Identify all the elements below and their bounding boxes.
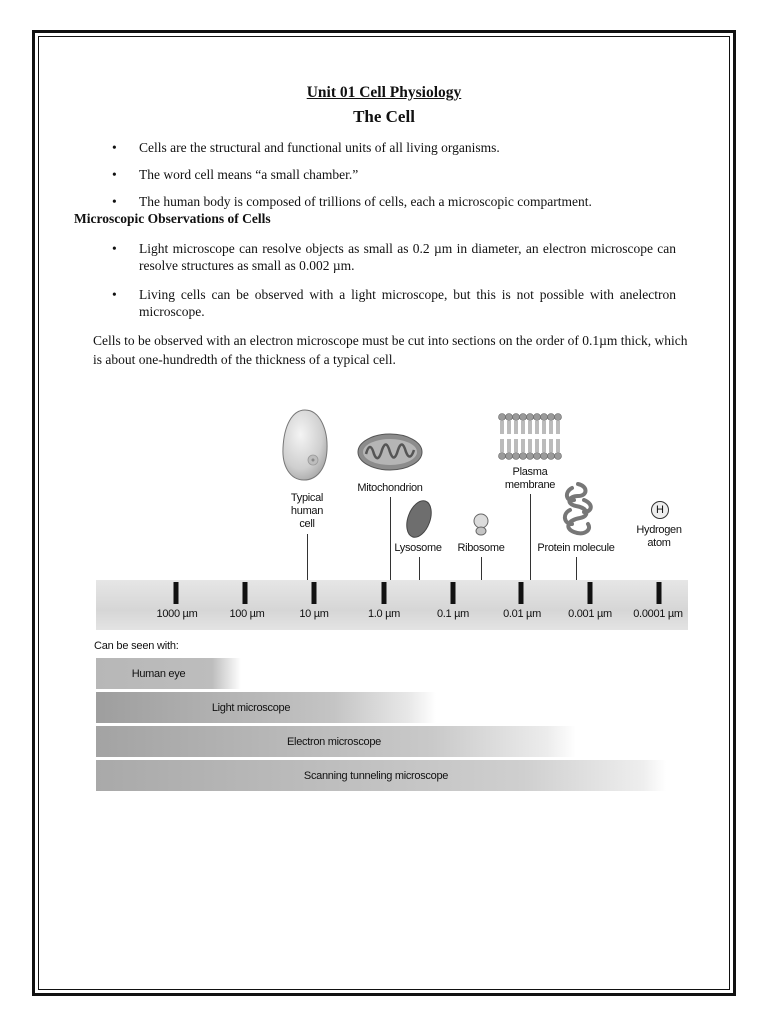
unit-title: Unit 01 Cell Physiology — [306, 84, 462, 101]
bullet-text: Cells are the structural and functional units of all living organisms. — [139, 140, 500, 155]
scale-tick-label: 1000 µm — [156, 608, 198, 620]
instrument-range-bar — [96, 658, 241, 689]
protein-molecule-icon — [558, 480, 598, 540]
leader-line — [419, 557, 420, 582]
scale-tick — [451, 582, 456, 604]
list-item — [112, 193, 676, 210]
bullet-text: Living cells can be observed with a light microscope, but this is not possible with anelectron microscope. — [139, 287, 676, 319]
bullet-icon: • — [112, 140, 117, 155]
scale-tick — [657, 582, 662, 604]
instrument-range-bar — [96, 692, 436, 723]
scale-tick-label: 0.0001 µm — [633, 608, 683, 620]
structure-label: Protein molecule — [537, 542, 615, 554]
list-item — [112, 240, 676, 274]
structure-label: Mitochondrion — [357, 482, 423, 494]
bullet-icon: • — [112, 167, 117, 182]
instrument-label: Electron microscope — [287, 735, 381, 748]
human-cell-icon — [280, 408, 330, 482]
instrument-range-bar — [96, 760, 666, 791]
leader-line — [576, 557, 577, 582]
scale-tick — [312, 582, 317, 604]
plasma-membrane-icon — [498, 412, 564, 462]
mitochondrion-icon — [356, 430, 424, 474]
leader-line — [481, 557, 482, 582]
section-bullet-list — [112, 240, 676, 332]
structure-label: Typical human cell — [290, 492, 324, 530]
structure-label: Plasma membrane — [504, 466, 556, 491]
structure-label: Ribosome — [457, 542, 505, 554]
instrument-range-bar — [96, 726, 576, 757]
scale-tick — [519, 582, 524, 604]
bullet-text: The human body is composed of trillions of cells, each a microscopic compartment. — [139, 194, 592, 209]
instrument-label: Light microscope — [211, 701, 291, 714]
structure-label: Lysosome — [394, 542, 442, 554]
list-item — [112, 286, 676, 320]
scale-tick — [382, 582, 387, 604]
section-heading: Microscopic Observations of Cells — [74, 211, 271, 226]
scale-tick-label: 10 µm — [299, 608, 329, 620]
list-item — [112, 166, 676, 183]
body-paragraph: Cells to be observed with an electron microscope must be cut into sections on the order of 0.1µm thick, which is about one-hundredth of the thickness of a typical cell. — [93, 333, 688, 367]
hydrogen-atom-icon: H — [651, 501, 669, 519]
bullet-icon: • — [112, 287, 117, 302]
leader-line — [530, 494, 531, 582]
scale-tick-label: 0.1 µm — [436, 608, 470, 620]
scale-tick-label: 100 µm — [229, 608, 265, 620]
scale-tick-label: 0.01 µm — [503, 608, 541, 620]
bullet-text: Light microscope can resolve objects as small as 0.2 µm in diameter, an electron microscope can resolve structures as small as 0.002 µm. — [139, 241, 676, 273]
size-scale-figure — [92, 400, 688, 800]
lysosome-icon — [404, 498, 434, 540]
seen-with-label: Can be seen with: — [94, 640, 179, 652]
size-scale-bar — [96, 580, 688, 630]
scale-tick-label: 1.0 µm — [367, 608, 401, 620]
structure-label: Hydrogen atom — [636, 524, 682, 549]
leader-line — [307, 534, 308, 582]
instrument-label: Scanning tunneling microscope — [303, 769, 449, 782]
bullet-icon: • — [112, 194, 117, 209]
scale-tick-label: 0.001 µm — [568, 608, 612, 620]
scale-tick — [588, 582, 593, 604]
page-title: The Cell — [353, 107, 415, 126]
intro-bullet-list — [112, 139, 676, 220]
leader-line — [390, 497, 391, 582]
ribosome-icon — [472, 512, 490, 538]
scale-tick — [243, 582, 248, 604]
list-item — [112, 139, 676, 156]
scale-tick — [174, 582, 179, 604]
bullet-icon: • — [112, 241, 117, 256]
instrument-label: Human eye — [131, 667, 186, 680]
bullet-text: The word cell means “a small chamber.” — [139, 167, 359, 182]
